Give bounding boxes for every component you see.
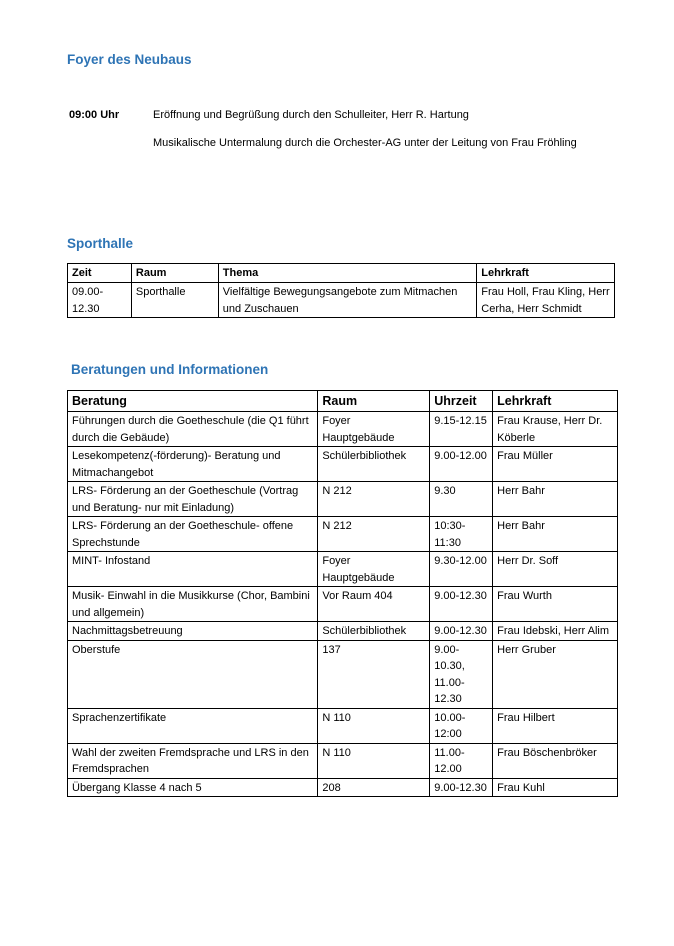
cell-raum: N 110	[318, 743, 430, 778]
cell-zeit: 09.00-12.30	[68, 283, 132, 318]
column-header-lehrkraft: Lehrkraft	[493, 391, 618, 412]
column-header-raum: Raum	[318, 391, 430, 412]
table-row	[68, 640, 618, 708]
column-header-thema: Thema	[218, 264, 476, 283]
cell-uhrzeit: 10:30-11:30	[430, 517, 493, 552]
table-row	[68, 447, 618, 482]
cell-beratung: Übergang Klasse 4 nach 5	[68, 778, 318, 797]
program-item-opening: Eröffnung und Begrüßung durch den Schulleiter, Herr R. Hartung	[153, 109, 469, 121]
cell-raum: 137	[318, 640, 430, 708]
cell-uhrzeit: 9.00-10.30, 11.00-12.30	[430, 640, 493, 708]
table-row	[68, 482, 618, 517]
cell-lehrkraft: Herr Dr. Soff	[493, 552, 618, 587]
section-heading-beratungen: Beratungen und Informationen	[71, 362, 269, 377]
cell-beratung: Musik- Einwahl in die Musikkurse (Chor, Bambini und allgemein)	[68, 587, 318, 622]
cell-uhrzeit: 9.00-12.30	[430, 587, 493, 622]
cell-raum: 208	[318, 778, 430, 797]
column-header-lehrkraft: Lehrkraft	[477, 264, 615, 283]
cell-lehrkraft: Frau Böschenbröker	[493, 743, 618, 778]
cell-beratung: Oberstufe	[68, 640, 318, 708]
table-row	[68, 517, 618, 552]
cell-raum: Foyer Hauptgebäude	[318, 552, 430, 587]
cell-uhrzeit: 9.00-12.30	[430, 778, 493, 797]
cell-lehrkraft: Herr Gruber	[493, 640, 618, 708]
cell-raum: Schülerbibliothek	[318, 447, 430, 482]
table-row	[68, 587, 618, 622]
cell-raum: Vor Raum 404	[318, 587, 430, 622]
cell-uhrzeit: 11.00-12.00	[430, 743, 493, 778]
cell-raum: Sporthalle	[131, 283, 218, 318]
cell-beratung: Wahl der zweiten Fremdsprache und LRS in den Fremdsprachen	[68, 743, 318, 778]
beratungen-table	[67, 390, 618, 797]
column-header-raum: Raum	[131, 264, 218, 283]
section-heading-foyer: Foyer des Neubaus	[67, 52, 192, 67]
cell-thema: Vielfältige Bewegungsangebote zum Mitmachen und Zuschauen	[218, 283, 476, 318]
cell-lehrkraft: Frau Hilbert	[493, 708, 618, 743]
cell-uhrzeit: 9.30	[430, 482, 493, 517]
cell-uhrzeit: 9.00-12.30	[430, 622, 493, 641]
table-row	[68, 412, 618, 447]
cell-lehrkraft: Frau Krause, Herr Dr. Köberle	[493, 412, 618, 447]
cell-uhrzeit: 9.00-12.00	[430, 447, 493, 482]
table-row	[68, 552, 618, 587]
cell-lehrkraft: Herr Bahr	[493, 517, 618, 552]
sporthalle-table	[67, 263, 615, 318]
column-header-zeit: Zeit	[68, 264, 132, 283]
cell-beratung: Lesekompetenz(-förderung)- Beratung und Mitmachangebot	[68, 447, 318, 482]
cell-raum: Foyer Hauptgebäude	[318, 412, 430, 447]
program-time: 09:00 Uhr	[69, 109, 120, 121]
section-heading-sporthalle: Sporthalle	[67, 236, 134, 251]
table-row	[68, 622, 618, 641]
cell-raum: N 110	[318, 708, 430, 743]
cell-lehrkraft: Herr Bahr	[493, 482, 618, 517]
cell-lehrkraft: Frau Kuhl	[493, 778, 618, 797]
cell-beratung: MINT- Infostand	[68, 552, 318, 587]
table-row	[68, 708, 618, 743]
table-row	[68, 778, 618, 797]
cell-beratung: LRS- Förderung an der Goetheschule (Vortrag und Beratung- nur mit Einladung)	[68, 482, 318, 517]
cell-lehrkraft: Frau Idebski, Herr Alim	[493, 622, 618, 641]
cell-uhrzeit: 9.30-12.00	[430, 552, 493, 587]
cell-beratung: Sprachenzertifikate	[68, 708, 318, 743]
cell-beratung: LRS- Förderung an der Goetheschule- offene Sprechstunde	[68, 517, 318, 552]
cell-uhrzeit: 9.15-12.15	[430, 412, 493, 447]
cell-beratung: Führungen durch die Goetheschule (die Q1 führt durch die Gebäude)	[68, 412, 318, 447]
table-header-row	[68, 391, 618, 412]
cell-lehrkraft: Frau Müller	[493, 447, 618, 482]
table-row	[68, 743, 618, 778]
program-item-music: Musikalische Untermalung durch die Orchester-AG unter der Leitung von Frau Fröhling	[153, 137, 577, 149]
cell-raum: N 212	[318, 517, 430, 552]
cell-lehrkraft: Frau Wurth	[493, 587, 618, 622]
column-header-uhrzeit: Uhrzeit	[430, 391, 493, 412]
cell-raum: Schülerbibliothek	[318, 622, 430, 641]
table-header-row	[68, 264, 615, 283]
cell-uhrzeit: 10.00-12:00	[430, 708, 493, 743]
column-header-beratung: Beratung	[68, 391, 318, 412]
cell-lehrkraft: Frau Holl, Frau Kling, Herr Cerha, Herr Schmidt	[477, 283, 615, 318]
table-row	[68, 283, 615, 318]
cell-raum: N 212	[318, 482, 430, 517]
cell-beratung: Nachmittagsbetreuung	[68, 622, 318, 641]
